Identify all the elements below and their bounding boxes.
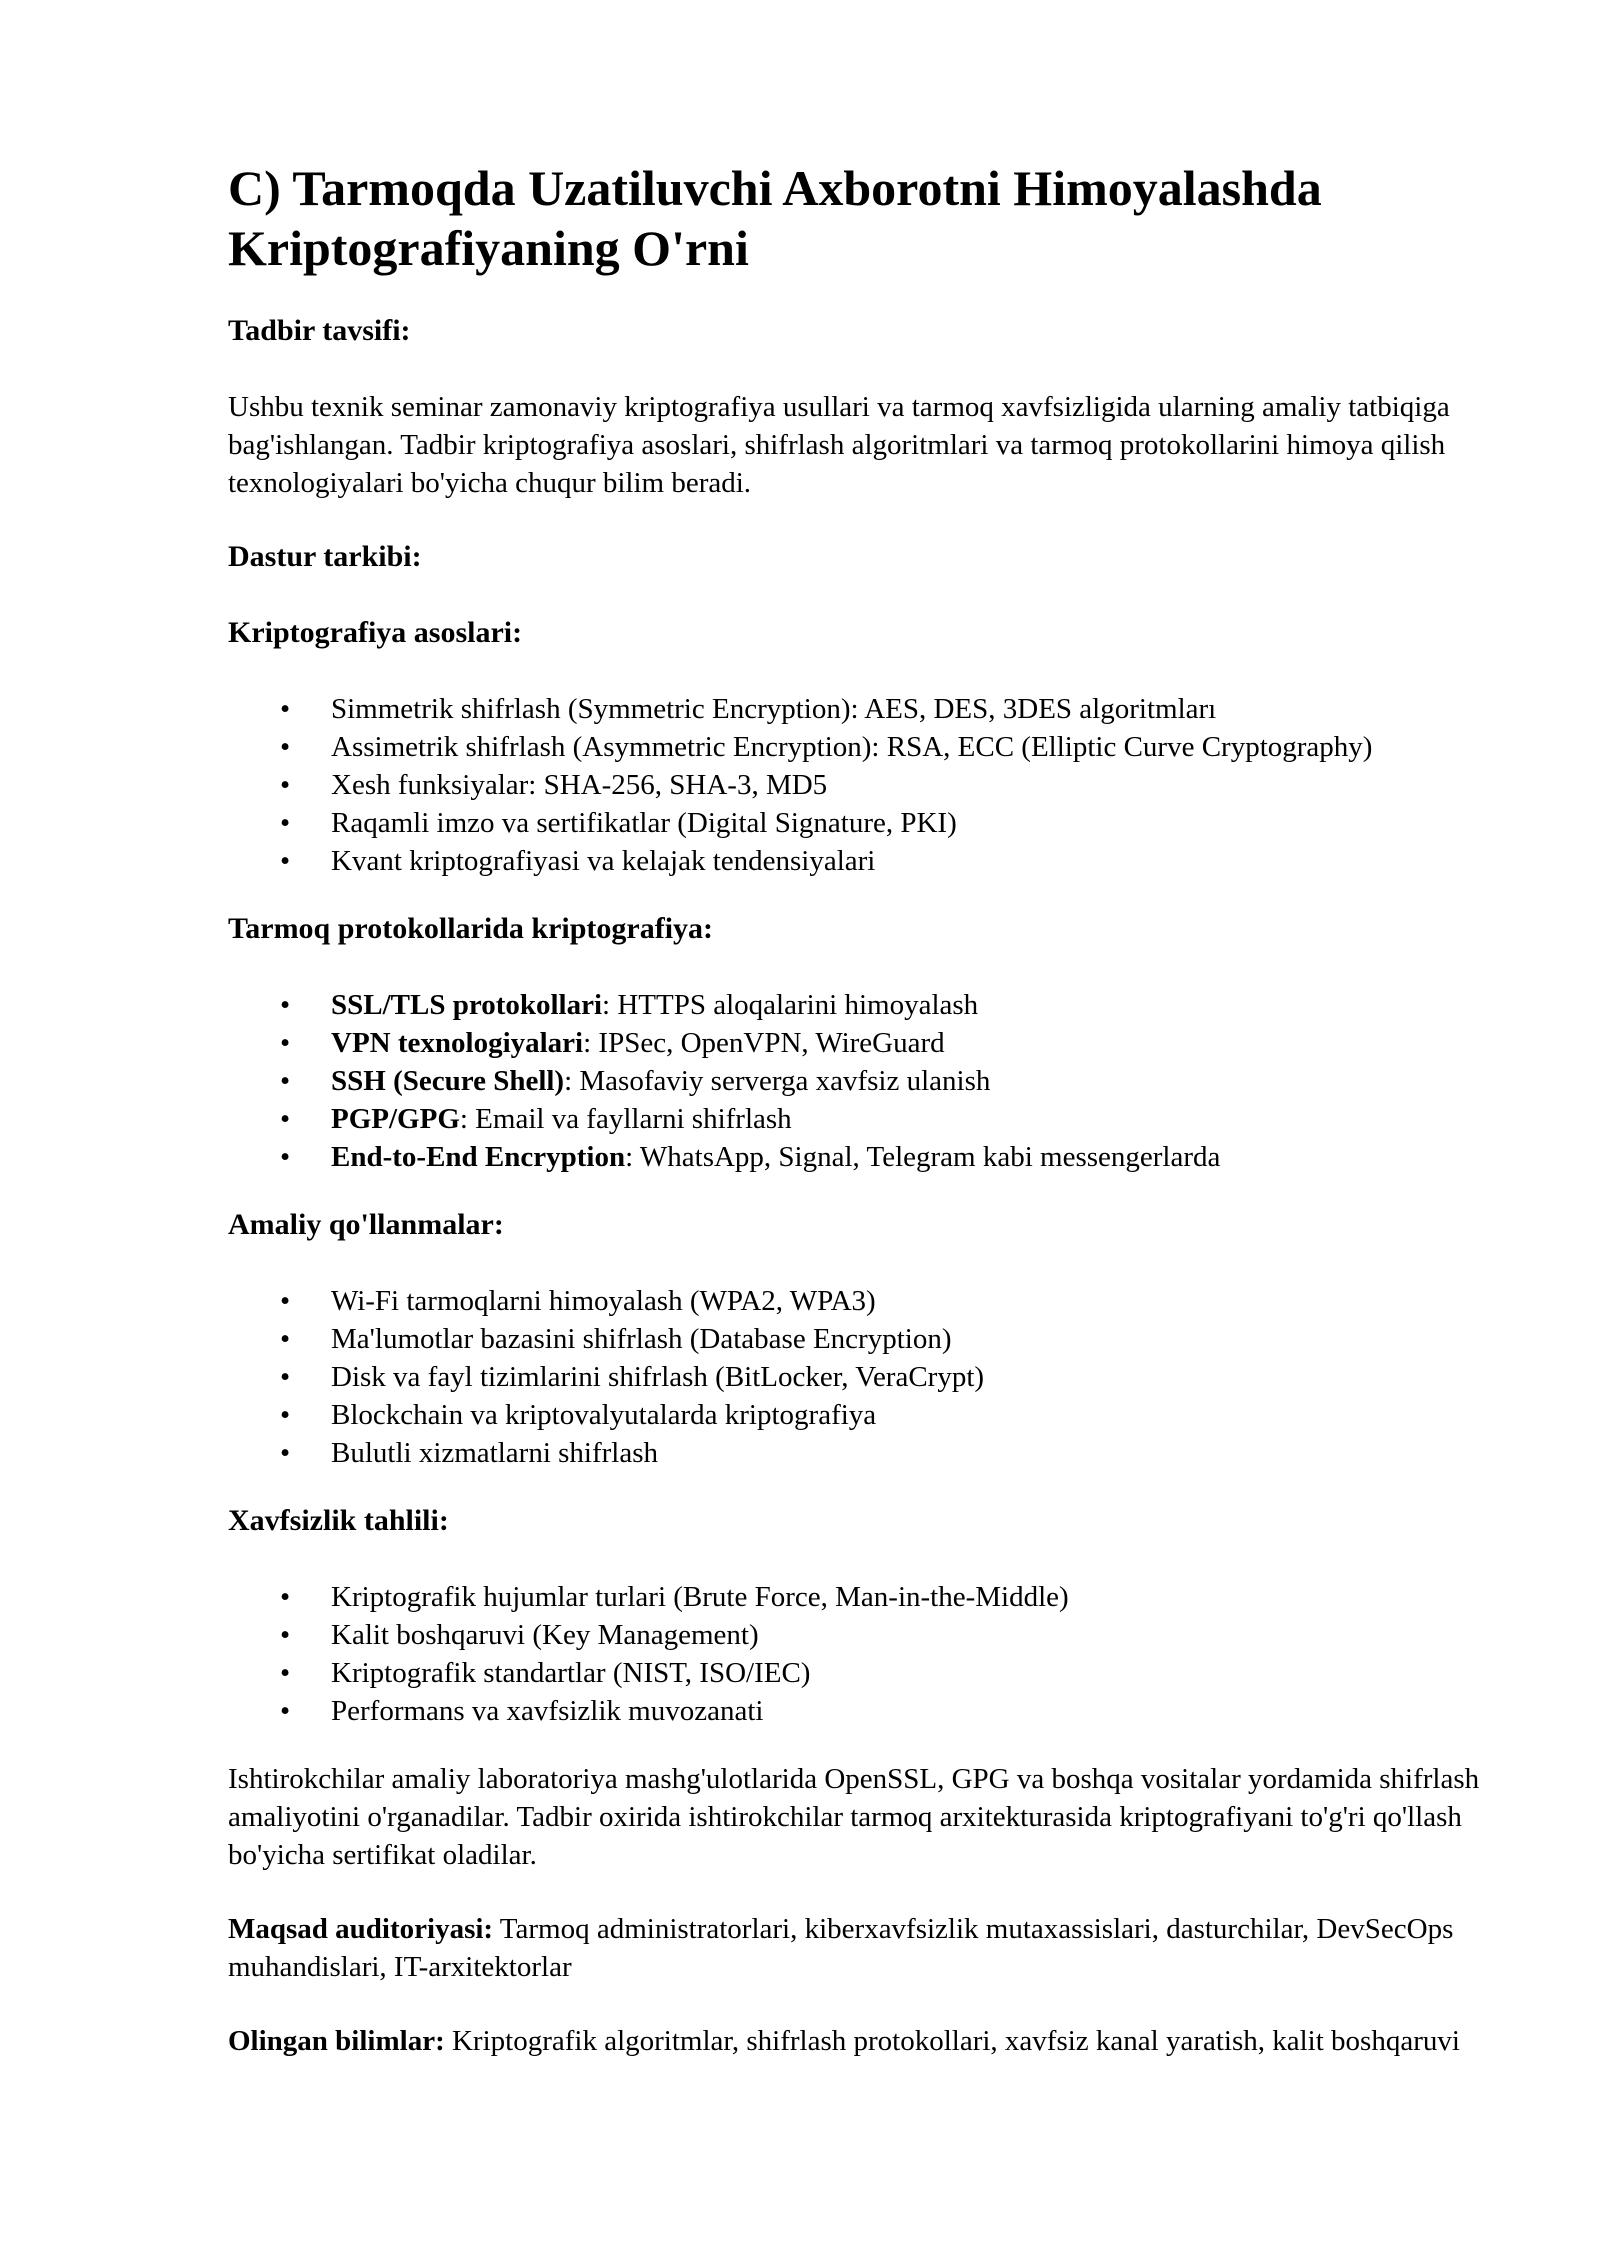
document-title: C) Tarmoqda Uzatiluvchi Axborotni Himoyalashda Kriptografiyaning O'rni [228,160,1322,276]
paragraph-intro: Ushbu texnik seminar zamonaviy kriptografiya usullari va tarmoq xavfsizligida ularning amaliy tatbiqiga bag'ishlangan. Tadbir kriptografiya asoslari, shifrlash algoritmlari va tarmoq protokollarini himoya qilish texnologiyalari bo'yicha chuqur bilim beradi. [228,391,1450,499]
list-item-term: End-to-End Encryption [331,1141,626,1173]
paragraph-maqsad-auditoriyasi [228,1910,1498,1986]
list-item-term: PGP/GPG [331,1103,460,1135]
list-item-desc: : Masofaviy serverga xavfsiz ulanish [564,1065,991,1097]
paragraph-lead-bold: Olingan bilimlar: [228,2025,445,2057]
list-item-desc: : IPSec, OpenVPN, WireGuard [583,1027,945,1059]
list-item-term: VPN texnologiyalari [331,1027,584,1059]
list-tarmoq-protokollari [228,986,1498,1176]
list-item [331,1138,1498,1176]
list-item-term: SSH (Secure Shell) [331,1065,565,1097]
list-xavfsizlik-tahlili [228,1578,1498,1730]
list-item: • Bulutli xizmatlarni shifrlash [331,1434,1498,1472]
section-heading-dastur-tarkibi: Dastur tarkibi: [228,540,422,573]
paragraph-olingan-bilimlar [228,2022,1498,2060]
list-item-desc: : Email va fayllarni shifrlash [459,1103,792,1135]
list-item-term: SSL/TLS protokollari [331,989,603,1021]
list-item: • Xesh funksiyalar: SHA-256, SHA-3, MD5 [331,766,1498,804]
list-item: • Kriptografik hujumlar turlari (Brute Force, Man-in-the-Middle) [331,1578,1498,1616]
list-item: • Disk va fayl tizimlarini shifrlash (BitLocker, VeraCrypt) [331,1358,1498,1396]
section-heading-tarmoq-protokollari: Tarmoq protokollarida kriptografiya: [228,912,714,945]
list-item: • Kalit boshqaruvi (Key Management) [331,1616,1498,1654]
list-amaliy-qollanmalar [228,1282,1498,1472]
list-item: • Ma'lumotlar bazasini shifrlash (Database Encryption) [331,1320,1498,1358]
list-item: • Simmetrik shifrlash (Symmetric Encryption): AES, DES, 3DES algoritmları [331,690,1498,728]
paragraph-outro: Ishtirokchilar amaliy laboratoriya mashg'ulotlarida OpenSSL, GPG va boshqa vositalar yordamida shifrlash amaliyotini o'rganadilar. Tadbir oxirida ishtirokchilar tarmoq arxitekturasida kriptografiyani to'g'ri qo'llash bo'yicha sertifikat oladilar. [228,1763,1480,1871]
list-item-desc: : WhatsApp, Signal, Telegram kabi messengerlarda [625,1141,1221,1173]
list-item: • Blockchain va kriptovalyutalarda kriptografiya [331,1396,1498,1434]
list-item [331,986,1498,1024]
list-item [331,1100,1498,1138]
list-item: • Performans va xavfsizlik muvozanati [331,1692,1498,1730]
paragraph-lead-bold: Maqsad auditoriyasi: [228,1913,494,1945]
list-item [331,1024,1498,1062]
section-heading-kriptografiya-asoslari: Kriptografiya asoslari: [228,616,523,649]
section-heading-tadbir-tavsifi: Tadbir tavsifi: [228,314,411,347]
list-kriptografiya-asoslari [228,690,1498,880]
list-item: • Assimetrik shifrlash (Asymmetric Encryption): RSA, ECC (Elliptic Curve Cryptography) [331,728,1498,766]
section-heading-xavfsizlik-tahlili: Xavfsizlik tahlili: [228,1504,449,1537]
list-item: • Kvant kriptografiyasi va kelajak tendensiyalari [331,842,1498,880]
list-item: • Kriptografik standartlar (NIST, ISO/IEC) [331,1654,1498,1692]
list-item: • Raqamli imzo va sertifikatlar (Digital Signature, PKI) [331,804,1498,842]
paragraph-lead-text: Tarmoq administratorlari, kiberxavfsizlik mutaxassislari, dasturchilar, DevSecOps muhandislari, IT-arxitektorlar [228,1913,1454,1983]
list-item-desc: : HTTPS aloqalarini himoyalash [602,989,979,1021]
section-heading-amaliy-qollanmalar: Amaliy qo'llanmalar: [228,1208,504,1241]
list-item: • Wi-Fi tarmoqlarni himoyalash (WPA2, WPA3) [331,1282,1498,1320]
list-item [331,1062,1498,1100]
paragraph-lead-text: Kriptografik algoritmlar, shifrlash protokollari, xavfsiz kanal yaratish, kalit boshqaruvi [444,2025,1460,2057]
